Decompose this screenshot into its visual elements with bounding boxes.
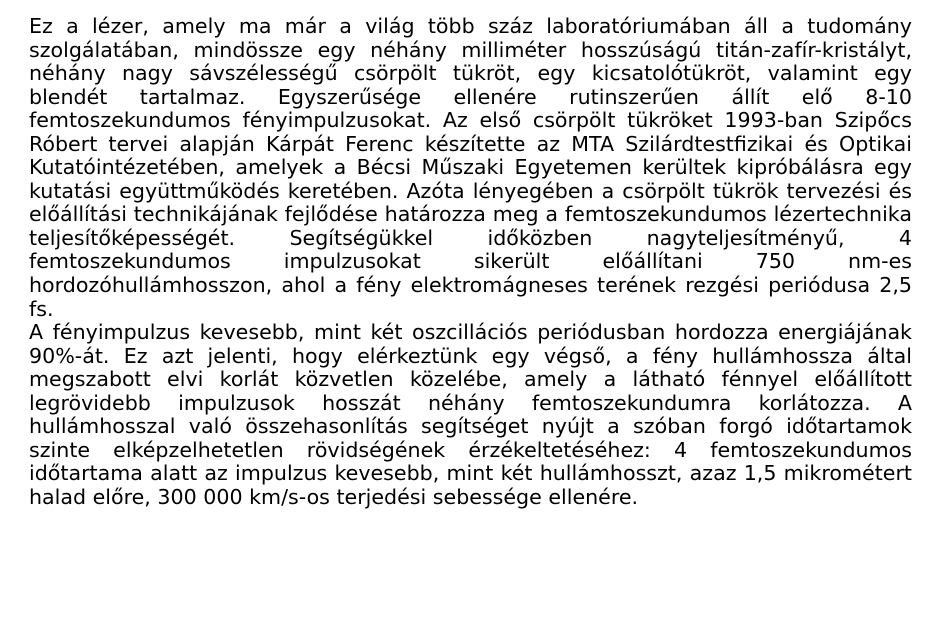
paragraph-1: Ez a lézer, amely ma már a világ több száz laboratóriumában áll a tudomány szolgálatában, mindössze egy néhány milliméter hosszúságú titán-zafír-kristályt, néhány nagy sávszélességű csörpölt tükröt, egy kicsatolótükröt, valamint egy blendét tartalmaz. Egyszerűsége ellenére rutinszerűen állít elő 8-10 femtoszekundumos fényimpulzusokat. Az első csörpölt tükröket 1993-ban Szipőcs Róbert tervei alapján Kárpát Ferenc készítette az MTA Szilárdtestfizikai és Optikai Kutatóintézetében, amelyek a Bécsi Műszaki Egyetemen kerültek kipróbálásra egy kutatási együttműködés keretében. Azóta lényegében a csörpölt tükrök tervezési és előállítási technikájának fejlődése határozza meg a femtoszekundumos lézertechnika teljesítőképességét. Segítségükkel időközben nagyteljesítményű, 4 femtoszekundumos impulzusokat sikerült előállítani 750 nm-es hordozóhullámhosszon, ahol a fény elektromágneses terének rezgési periódusa 2,5 fs. (29, 14, 912, 321)
paragraph-2: A fényimpulzus kevesebb, mint két oszcillációs periódusban hordozza energiájának 90%-át. Ez azt jelenti, hogy elérkeztünk egy végső, a fény hullámhossza által megszabott elvi korlát közvetlen közelébe, amely a látható fénnyel előállított legrövidebb impulzusok hosszát néhány femtoszekundumra korlátozza. A hullámhosszal való összehasonlítás segítséget nyújt a szóban forgó időtartamok szinte elképzelhetetlen rövidségének érzékeltetéséhez: 4 femtoszekundumos időtartama alatt az impulzus kevesebb, mint két hullámhosszt, azaz 1,5 mikrométert halad előre, 300 000 km/s-os terjedési sebessége ellenére. (29, 320, 912, 509)
document-body (29, 15, 912, 509)
